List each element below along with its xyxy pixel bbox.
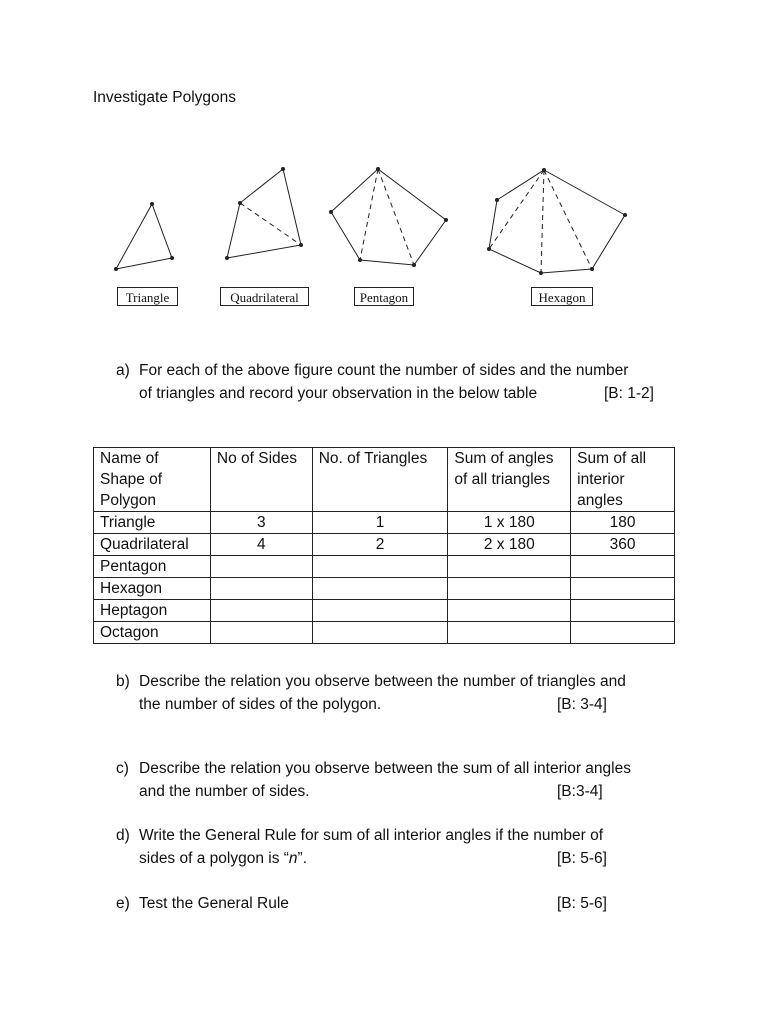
mark-band: [B:3-4] <box>557 783 603 800</box>
question-text-part: sides of a polygon is “ <box>139 850 289 867</box>
triangle-label: Triangle <box>117 287 178 306</box>
table-cell: 3 <box>210 512 312 534</box>
quadrilateral-figure <box>225 167 303 260</box>
question-letter: d) <box>116 827 130 844</box>
table-cell[interactable] <box>210 622 312 644</box>
table-cell[interactable] <box>312 556 448 578</box>
question-b <box>116 670 686 716</box>
table-cell: Octagon <box>94 622 211 644</box>
question-text-line1: Describe the relation you observe between the sum of all interior angles <box>139 760 631 777</box>
pentagon-figure <box>329 167 448 267</box>
mark-band: [B: 5-6] <box>557 895 607 912</box>
pentagon-label: Pentagon <box>354 287 414 306</box>
polygon-table <box>93 447 675 644</box>
variable-n: n <box>288 850 298 867</box>
table-header: Sum of angles of all triangles <box>448 448 571 512</box>
question-text-part: ”. <box>297 850 308 867</box>
table-cell[interactable] <box>210 578 312 600</box>
table-cell: 4 <box>210 534 312 556</box>
hexagon-label: Hexagon <box>531 287 593 306</box>
table-cell: 2 x 180 <box>448 534 571 556</box>
hexagon-figure <box>487 168 627 275</box>
page-title: Investigate Polygons <box>93 89 237 106</box>
table-header: Name of Shape of Polygon <box>94 448 211 512</box>
table-cell: Heptagon <box>94 600 211 622</box>
mark-band: [B: 1-2] <box>604 385 654 402</box>
table-cell[interactable] <box>448 622 571 644</box>
table-cell[interactable] <box>448 578 571 600</box>
table-cell: 180 <box>571 512 675 534</box>
table-cell[interactable] <box>571 556 675 578</box>
table-cell[interactable] <box>571 622 675 644</box>
question-a <box>116 359 686 405</box>
table-cell[interactable] <box>312 600 448 622</box>
question-e <box>116 892 686 915</box>
table-cell: 1 <box>312 512 448 534</box>
question-text-line1: For each of the above figure count the number of sides and the number <box>139 362 629 379</box>
question-text-line1: Describe the relation you observe between the number of triangles and <box>139 673 626 690</box>
table-header: No. of Triangles <box>312 448 448 512</box>
question-letter: e) <box>116 895 130 912</box>
table-cell[interactable] <box>312 578 448 600</box>
table-row <box>94 622 675 644</box>
table-cell[interactable] <box>571 578 675 600</box>
table-row <box>94 578 675 600</box>
mark-band: [B: 3-4] <box>557 696 607 713</box>
question-letter: b) <box>116 673 130 690</box>
table-cell[interactable] <box>210 556 312 578</box>
triangle-figure <box>114 202 174 271</box>
question-text-line1: Test the General Rule <box>139 895 289 912</box>
question-c <box>116 757 686 803</box>
question-text-line2: and the number of sides. <box>139 783 310 800</box>
mark-band: [B: 5-6] <box>557 850 607 867</box>
table-cell: Pentagon <box>94 556 211 578</box>
table-header-row <box>94 448 675 512</box>
table-header: Sum of all interior angles <box>571 448 675 512</box>
question-d <box>116 824 686 870</box>
question-text-line2: of triangles and record your observation in the below table <box>139 385 538 402</box>
table-cell: Triangle <box>94 512 211 534</box>
polygon-figures <box>0 150 768 285</box>
table-row <box>94 556 675 578</box>
table-cell[interactable] <box>210 600 312 622</box>
table-row <box>94 512 675 534</box>
table-row <box>94 534 675 556</box>
table-cell: 1 x 180 <box>448 512 571 534</box>
question-text-line1: Write the General Rule for sum of all interior angles if the number of <box>139 827 604 844</box>
table-cell: Quadrilateral <box>94 534 211 556</box>
table-cell: 2 <box>312 534 448 556</box>
table-cell: Hexagon <box>94 578 211 600</box>
table-row <box>94 600 675 622</box>
question-letter: c) <box>116 760 129 777</box>
table-header: No of Sides <box>210 448 312 512</box>
quadrilateral-label: Quadrilateral <box>220 287 309 306</box>
table-cell: 360 <box>571 534 675 556</box>
table-cell[interactable] <box>571 600 675 622</box>
question-text-line2: the number of sides of the polygon. <box>139 696 382 713</box>
table-cell[interactable] <box>448 600 571 622</box>
table-cell[interactable] <box>312 622 448 644</box>
question-letter: a) <box>116 362 130 379</box>
table-cell[interactable] <box>448 556 571 578</box>
